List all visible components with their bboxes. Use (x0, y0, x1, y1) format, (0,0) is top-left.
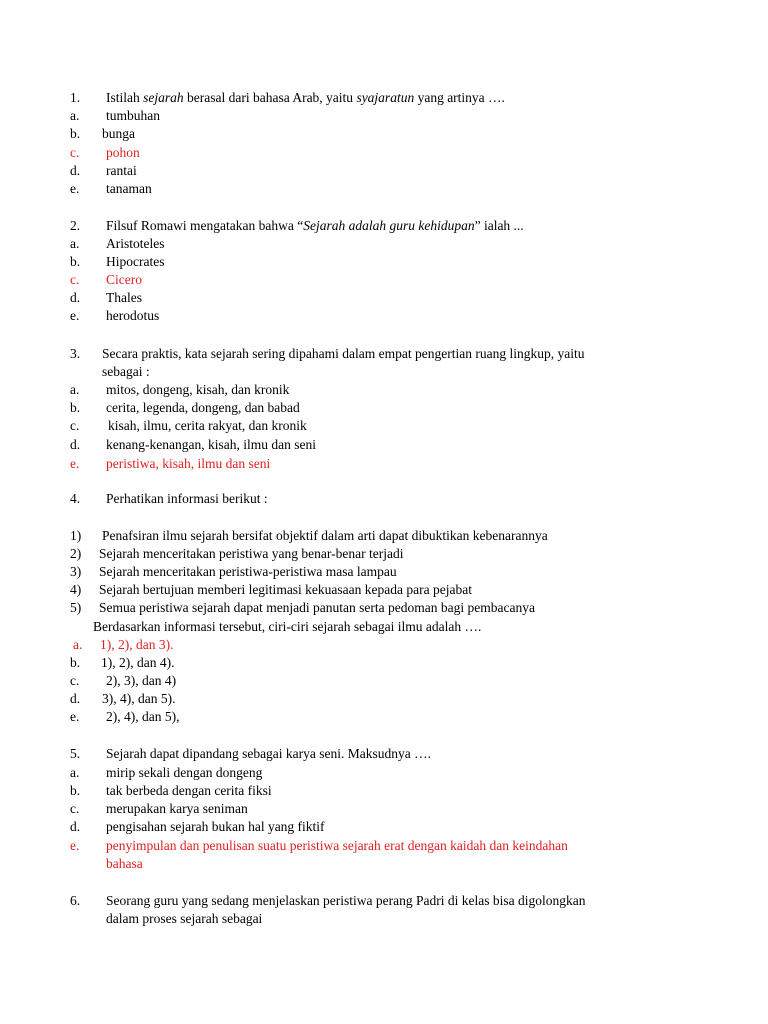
question-text: Seorang guru yang sedang menjelaskan peristiwa perang Padri di kelas bisa digolongkan (106, 893, 586, 908)
question-text: Filsuf Romawi mengatakan bahwa “Sejarah adalah guru kehidupan” ialah ... (106, 218, 524, 233)
question-text: Istilah sejarah berasal dari bahasa Arab, yaitu syajaratun yang artinya …. (106, 90, 505, 105)
question-number: 2. (70, 218, 81, 233)
question-number: 3. (70, 346, 81, 361)
question-number: 5. (70, 746, 81, 761)
document-page: 1. Istilah sejarah berasal dari bahasa Arab, yaitu syajaratun yang artinya …. a. tumbuhan b. bunga c. pohon d. rantai e. tanaman 2. Filsuf Romawi mengatakan bahwa “Sejarah adalah guru kehidupan” ialah ... a. Aristoteles b. Hipocrates c. Cicero d. Thales e. herodotus 3. Secara praktis, kata sejarah sering dipahami dalam empat pengertian ruang lingkup, yaitu sebagai : a. mitos, dongeng, kisah, dan kronik b. cerita, legenda, dongeng, dan babad c. kisah, ilmu, cerita rakyat, dan kronik d. kenang-kenangan, kisah, ilmu dan seni e. peristiwa, kisah, ilmu dan seni 4. Perhatikan informasi berikut : 1) Penafsiran ilmu sejarah bersifat objektif dalam arti dapat dibuktikan kebenarannya 2) Sejarah menceritakan peristiwa yang benar-benar terjadi 3) Sejarah menceritakan peristiwa-peristiwa masa lampau 4) Sejarah bertujuan memberi legitimasi kekuasaan kepada para pejabat 5) Semua peristiwa sejarah dapat menjadi panutan serta pedoman bagi pembacanya Berdasarkan informasi tersebut, ciri-ciri sejarah sebagai ilmu adalah …. a. 1), 2), dan 3). b. 1), 2), dan 4). c. 2), 3), dan 4) d. 3), 4), dan 5). e. 2), 4), dan 5), 5. Sejarah dapat dipandang sebagai karya seni. Maksudnya …. a. mirip sekali dengan dongeng b. tak berbeda dengan cerita fiksi c. merupakan karya seniman d. pengisahan sejarah bukan hal yang fiktif e. penyimpulan dan penulisan suatu peristiwa sejarah erat dengan kaidah dan keindahan bahasa 6. Seorang guru yang sedang menjelaskan peristiwa perang Padri di kelas bisa digolongkan dalam proses sejarah sebagai (70, 90, 586, 926)
question-number: 1. (70, 90, 81, 105)
question-text: Perhatikan informasi berikut : (106, 491, 268, 506)
question-number: 4. (70, 491, 81, 506)
question-text: Sejarah dapat dipandang sebagai karya seni. Maksudnya …. (106, 746, 432, 761)
question-text: Secara praktis, kata sejarah sering dipahami dalam empat pengertian ruang lingkup, yaitu (102, 346, 585, 361)
question-number: 6. (70, 893, 81, 908)
